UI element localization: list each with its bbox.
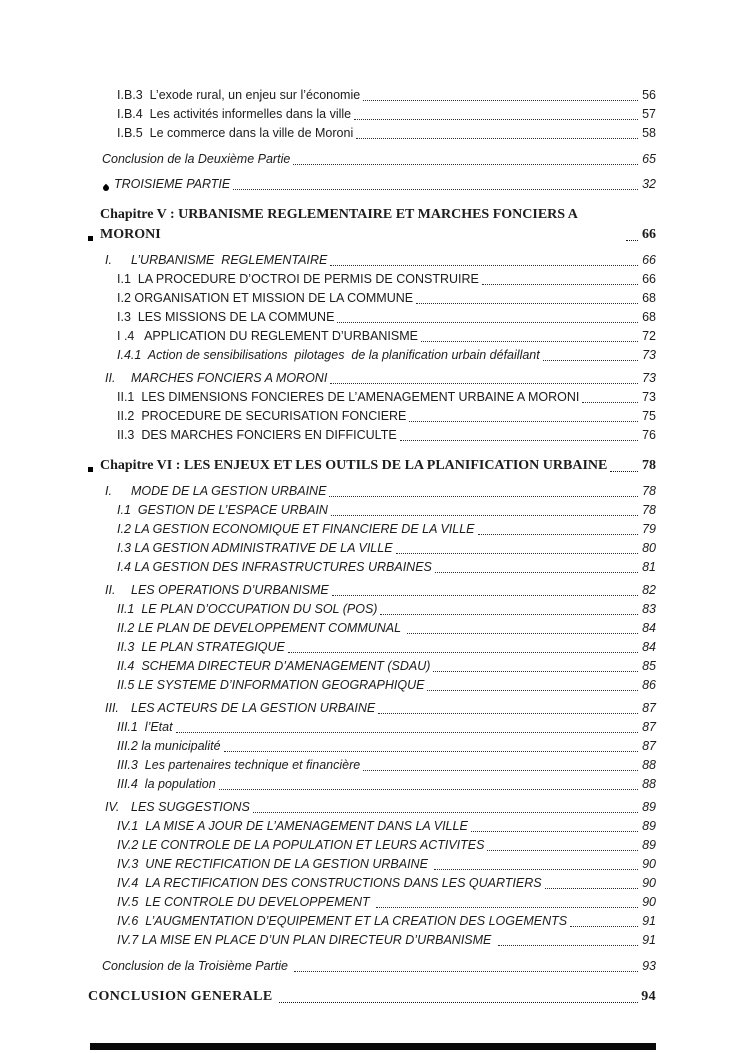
- toc-entry-label: II.1 LE PLAN D’OCCUPATION DU SOL (POS): [117, 602, 378, 616]
- toc-entry[interactable]: [88, 369, 656, 388]
- toc-entry[interactable]: [88, 600, 656, 619]
- toc-entry-label: I.3 LA GESTION ADMINISTRATIVE DE LA VILLE: [117, 541, 393, 555]
- toc-entry-label: III.3 Les partenaires technique et financière: [117, 758, 361, 772]
- dot-leader: [582, 402, 638, 403]
- toc-entry[interactable]: [88, 150, 656, 169]
- dot-leader: [224, 751, 638, 752]
- toc-entry[interactable]: [88, 558, 656, 577]
- page-number: 87: [642, 720, 656, 734]
- toc-entry[interactable]: [88, 619, 656, 638]
- page-number: 57: [642, 107, 656, 121]
- dot-leader: [482, 284, 638, 285]
- dot-leader: [332, 595, 638, 596]
- page-number: 66: [642, 253, 656, 267]
- dot-leader: [219, 789, 638, 790]
- toc-entry-label: IV.5 LE CONTROLE DU DEVELOPPEMENT: [117, 895, 374, 909]
- dot-leader: [416, 303, 638, 304]
- toc-entry-label: II.5 LE SYSTEME D’INFORMATION GEOGRAPHIQUE: [117, 678, 425, 692]
- page-number: 94: [641, 989, 656, 1004]
- toc-entry[interactable]: [88, 482, 656, 501]
- page-number: 84: [642, 621, 656, 635]
- toc-entry-label: III.1 l’Etat: [117, 720, 173, 734]
- toc-entry-label: I.2 LA GESTION ECONOMIQUE ET FINANCIERE DE LA VILLE: [117, 522, 475, 536]
- toc-entry-number: I.: [105, 484, 112, 498]
- dot-leader: [545, 888, 638, 889]
- toc-entry-label: I.B.3 L’exode rural, un enjeu sur l’économie: [117, 88, 361, 102]
- toc-entry[interactable]: [88, 289, 656, 308]
- toc-entry[interactable]: [88, 346, 656, 365]
- toc-entry-label: II.2 PROCEDURE DE SECURISATION FONCIERE: [117, 409, 407, 423]
- toc-entry-label: IV.4 LA RECTIFICATION DES CONSTRUCTIONS DANS LES QUARTIERS: [117, 876, 542, 890]
- toc-entry-label: I.1 GESTION DE L’ESPACE URBAIN: [117, 503, 328, 517]
- dot-leader: [409, 421, 638, 422]
- toc-entry[interactable]: [88, 855, 656, 874]
- toc-entry-label: I .4 APPLICATION DU REGLEMENT D’URBANISME: [117, 329, 418, 343]
- toc-entry-label: IV.7 LA MISE EN PLACE D’UN PLAN DIRECTEUR D’URBANISME: [117, 933, 495, 947]
- toc-entry[interactable]: [88, 581, 656, 600]
- page-number: 89: [642, 819, 656, 833]
- dot-leader: [626, 240, 638, 241]
- toc-entry[interactable]: [88, 388, 656, 407]
- dot-leader: [478, 534, 639, 535]
- dot-leader: [610, 471, 638, 472]
- dot-leader: [233, 189, 638, 190]
- dot-leader: [570, 926, 638, 927]
- page-number: 78: [642, 484, 656, 498]
- toc-entry-label: II.4 SCHEMA DIRECTEUR D’AMENAGEMENT (SDAU): [117, 659, 431, 673]
- toc-entry-label: IV.3 UNE RECTIFICATION DE LA GESTION URBAINE: [117, 857, 432, 871]
- dot-leader: [337, 322, 638, 323]
- square-bullet-icon: [88, 467, 93, 472]
- page-number: 56: [642, 88, 656, 102]
- page-number: 91: [642, 933, 656, 947]
- dot-leader: [471, 831, 638, 832]
- dot-leader: [329, 496, 638, 497]
- toc-entry-label: LES SUGGESTIONS: [131, 800, 250, 814]
- toc-entry[interactable]: [88, 520, 656, 539]
- toc-entry[interactable]: [88, 874, 656, 893]
- page-number: 82: [642, 583, 656, 597]
- page-number: 87: [642, 701, 656, 715]
- page-number: 89: [642, 800, 656, 814]
- toc-entry[interactable]: [88, 327, 656, 346]
- toc-entry[interactable]: [88, 308, 656, 327]
- dot-leader: [363, 100, 638, 101]
- toc-entry-label: IV.1 LA MISE A JOUR DE L’AMENAGEMENT DANS LA VILLE: [117, 819, 468, 833]
- toc-entry-label: Conclusion de la Deuxième Partie: [102, 152, 291, 166]
- page-number: 83: [642, 602, 656, 616]
- toc-entry-label: IV.6 L’AUGMENTATION D’EQUIPEMENT ET LA CREATION DES LOGEMENTS: [117, 914, 568, 928]
- toc-entry-label: II.2 LE PLAN DE DEVELOPPEMENT COMMUNAL: [117, 621, 405, 635]
- toc-entry[interactable]: [88, 251, 656, 270]
- toc-entry[interactable]: [88, 205, 656, 245]
- dot-leader: [330, 265, 638, 266]
- page-number: 78: [642, 458, 656, 473]
- toc-entry-label: III.4 la population: [117, 777, 216, 791]
- page-number: 90: [642, 895, 656, 909]
- toc-entry-number: II.: [105, 371, 116, 385]
- toc-entry[interactable]: [88, 270, 656, 289]
- dot-leader: [427, 690, 638, 691]
- dot-leader: [380, 614, 638, 615]
- droplet-icon: [102, 184, 110, 192]
- page-number: 73: [642, 371, 656, 385]
- toc-entry[interactable]: [88, 699, 656, 718]
- toc-entry[interactable]: [88, 737, 656, 756]
- toc-entry[interactable]: [88, 638, 656, 657]
- toc-entry-label: III.2 la municipalité: [117, 739, 221, 753]
- dot-leader: [433, 671, 638, 672]
- toc-entry-label: I.3 LES MISSIONS DE LA COMMUNE: [117, 310, 335, 324]
- page-number: 66: [642, 272, 656, 286]
- page-number: 76: [642, 428, 656, 442]
- dot-leader: [293, 164, 638, 165]
- toc-entry[interactable]: [88, 456, 656, 476]
- dot-leader: [378, 713, 638, 714]
- toc-entry[interactable]: [88, 175, 656, 194]
- toc-entry[interactable]: [88, 501, 656, 520]
- page-number: 90: [642, 857, 656, 871]
- toc-entry-number: II.: [105, 583, 116, 597]
- toc-entry[interactable]: [88, 718, 656, 737]
- dot-leader: [354, 119, 638, 120]
- toc-entry-label: MODE DE LA GESTION URBAINE: [131, 484, 327, 498]
- toc-entry-number: IV.: [105, 800, 120, 814]
- toc-entry-number: III.: [105, 701, 119, 715]
- toc-entry[interactable]: [88, 407, 656, 426]
- toc-entry-label: TROISIEME PARTIE: [114, 177, 231, 191]
- toc-entry-label: II.1 LES DIMENSIONS FONCIERES DE L’AMENAGEMENT URBAINE A MORONI: [117, 390, 580, 404]
- toc-entry-label: I.2 ORGANISATION ET MISSION DE LA COMMUNE: [117, 291, 414, 305]
- toc-entry-label: I.4.1 Action de sensibilisations pilotages de la planification urbain défaillant: [117, 348, 540, 362]
- dot-leader: [434, 869, 638, 870]
- toc-entry-label: I.B.5 Le commerce dans la ville de Moroni: [117, 126, 354, 140]
- toc-entry-label: II.3 LE PLAN STRATEGIQUE: [117, 640, 285, 654]
- table-of-contents: [88, 86, 656, 1007]
- toc-entry[interactable]: [88, 893, 656, 912]
- page-number: 85: [642, 659, 656, 673]
- page-number: 80: [642, 541, 656, 555]
- page-number: 75: [642, 409, 656, 423]
- page-number: 73: [642, 390, 656, 404]
- toc-entry-label: MARCHES FONCIERS A MORONI: [131, 371, 328, 385]
- dot-leader: [421, 341, 638, 342]
- dot-leader: [487, 850, 638, 851]
- toc-entry-label: LES OPERATIONS D’URBANISME: [131, 583, 329, 597]
- toc-entry-label: LES ACTEURS DE LA GESTION URBAINE: [131, 701, 376, 715]
- page-number: 88: [642, 758, 656, 772]
- toc-entry-label: Chapitre V : URBANISME REGLEMENTAIRE ET MARCHES FONCIERS A MORONI: [100, 207, 581, 242]
- page-number: 68: [642, 291, 656, 305]
- dot-leader: [400, 440, 638, 441]
- toc-entry[interactable]: [88, 912, 656, 931]
- page-number: 79: [642, 522, 656, 536]
- page-number: 91: [642, 914, 656, 928]
- page-number: 93: [642, 959, 656, 973]
- toc-entry-label: I.4 LA GESTION DES INFRASTRUCTURES URBAINES: [117, 560, 432, 574]
- toc-entry[interactable]: [88, 676, 656, 695]
- page-number: 81: [642, 560, 656, 574]
- toc-entry[interactable]: [88, 426, 656, 445]
- footer-rule: [90, 1043, 656, 1050]
- page-number: 66: [642, 227, 656, 242]
- dot-leader: [407, 633, 638, 634]
- toc-entry-label: I.B.4 Les activités informelles dans la ville: [117, 107, 352, 121]
- page-number: 89: [642, 838, 656, 852]
- toc-entry-label: CONCLUSION GENERALE: [88, 989, 277, 1004]
- toc-entry[interactable]: [88, 86, 656, 105]
- toc-entry[interactable]: [88, 657, 656, 676]
- toc-entry-label: L’URBANISME REGLEMENTAIRE: [131, 253, 328, 267]
- toc-entry[interactable]: [88, 957, 656, 976]
- dot-leader: [331, 515, 638, 516]
- page-number: 58: [642, 126, 656, 140]
- toc-entry-label: I.1 LA PROCEDURE D’OCTROI DE PERMIS DE CONSTRUIRE: [117, 272, 479, 286]
- page-number: 90: [642, 876, 656, 890]
- square-bullet-icon: [88, 236, 93, 241]
- toc-entry[interactable]: [88, 775, 656, 794]
- toc-entry-label: IV.2 LE CONTROLE DE LA POPULATION ET LEURS ACTIVITES: [117, 838, 485, 852]
- page-number: 78: [642, 503, 656, 517]
- dot-leader: [253, 812, 638, 813]
- page-number: 72: [642, 329, 656, 343]
- toc-entry-label: Conclusion de la Troisième Partie: [102, 959, 292, 973]
- dot-leader: [288, 652, 638, 653]
- toc-entry[interactable]: [88, 931, 656, 950]
- toc-entry[interactable]: [88, 756, 656, 775]
- toc-entry[interactable]: [88, 836, 656, 855]
- page-number: 73: [642, 348, 656, 362]
- page-number: 65: [642, 152, 656, 166]
- toc-entry-label: Chapitre VI : LES ENJEUX ET LES OUTILS DE LA PLANIFICATION URBAINE: [100, 458, 608, 473]
- dot-leader: [498, 945, 638, 946]
- page-number: 86: [642, 678, 656, 692]
- dot-leader: [294, 971, 638, 972]
- dot-leader: [279, 1002, 638, 1003]
- toc-entry-label: II.3 DES MARCHES FONCIERS EN DIFFICULTE: [117, 428, 397, 442]
- dot-leader: [176, 732, 638, 733]
- dot-leader: [363, 770, 638, 771]
- dot-leader: [396, 553, 638, 554]
- dot-leader: [435, 572, 638, 573]
- toc-entry[interactable]: [88, 539, 656, 558]
- dot-leader: [376, 907, 638, 908]
- page-number: 32: [642, 177, 656, 191]
- toc-entry-number: I.: [105, 253, 112, 267]
- page-number: 68: [642, 310, 656, 324]
- dot-leader: [543, 360, 638, 361]
- page-number: 88: [642, 777, 656, 791]
- toc-entry[interactable]: [88, 817, 656, 836]
- page-number: 87: [642, 739, 656, 753]
- toc-entry[interactable]: [88, 124, 656, 143]
- dot-leader: [330, 383, 638, 384]
- toc-entry[interactable]: [88, 987, 656, 1007]
- dot-leader: [356, 138, 638, 139]
- toc-entry[interactable]: [88, 798, 656, 817]
- toc-entry[interactable]: [88, 105, 656, 124]
- page-number: 84: [642, 640, 656, 654]
